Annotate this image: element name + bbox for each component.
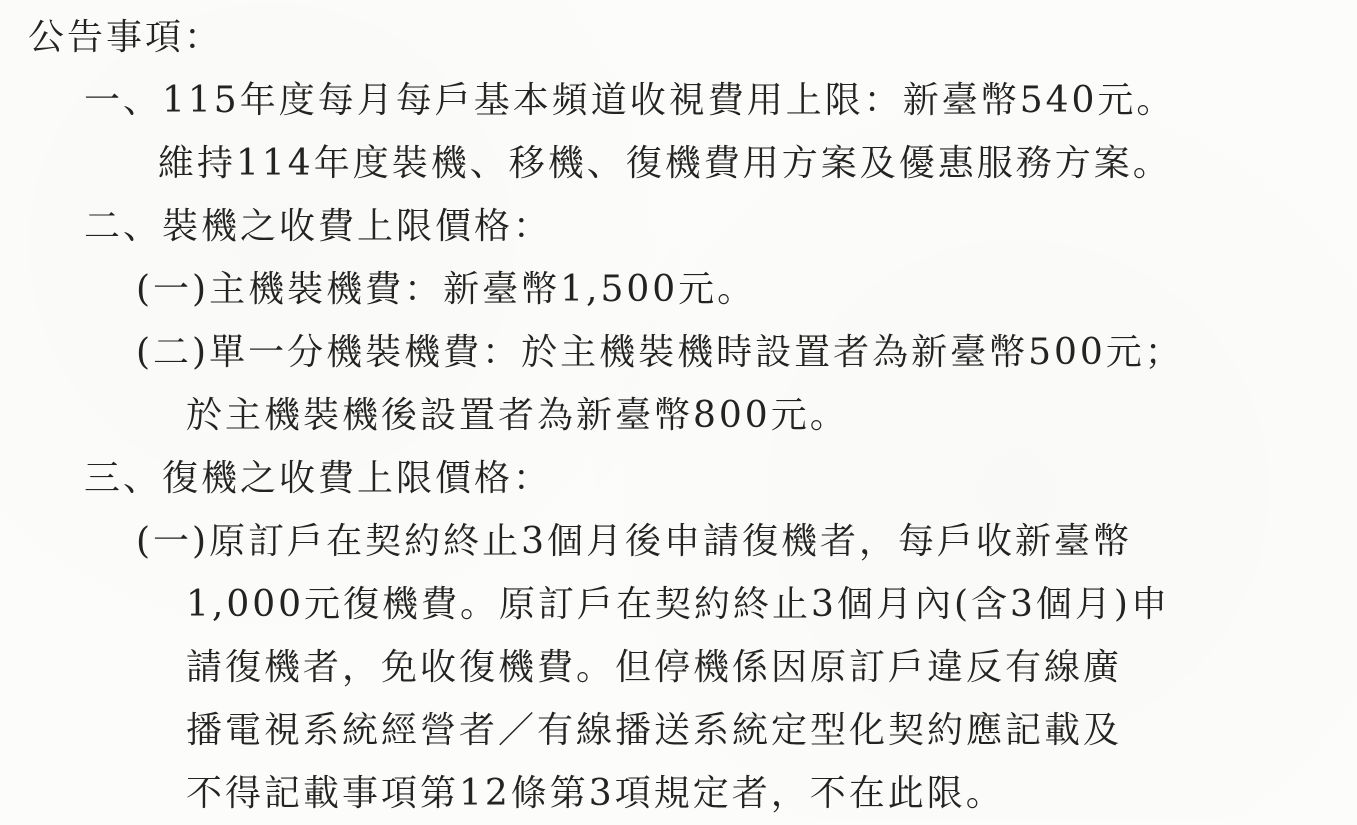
item-2-sub-1-line: (一)主機裝機費：新臺幣1,500元。: [136, 269, 757, 310]
item-3-sub-1-continuation-line-1: 1,000元復機費。原訂戶在契約終止3個月內(含3個月)申: [186, 584, 1170, 625]
item-1-continuation-line: 維持114年度裝機、移機、復機費用方案及優惠服務方案。: [158, 143, 1172, 184]
item-3-sub-1-continuation-line-3: 播電視系統經營者／有線播送系統定型化契約應記載及: [186, 710, 1123, 751]
announcement-heading: 公告事項：: [28, 17, 224, 58]
item-3-reactivation-heading-line: 三、復機之收費上限價格：: [84, 458, 553, 499]
item-3-sub-1-continuation-line-4: 不得記載事項第12條第3項規定者，不在此限。: [186, 773, 1005, 814]
item-2-installation-heading-line: 二、裝機之收費上限價格：: [84, 206, 553, 247]
item-1-fee-cap-line: 一、115年度每月每戶基本頻道收視費用上限：新臺幣540元。: [84, 80, 1176, 121]
item-3-sub-1-continuation-line-2: 請復機者，免收復機費。但停機係因原訂戶違反有線廣: [186, 647, 1123, 688]
item-2-sub-2-line: (二)單一分機裝機費：於主機裝機時設置者為新臺幣500元；: [136, 332, 1184, 373]
item-2-sub-2-continuation-line: 於主機裝機後設置者為新臺幣800元。: [186, 395, 849, 436]
item-3-sub-1-line: (一)原訂戶在契約終止3個月後申請復機者，每戶收新臺幣: [136, 521, 1132, 562]
